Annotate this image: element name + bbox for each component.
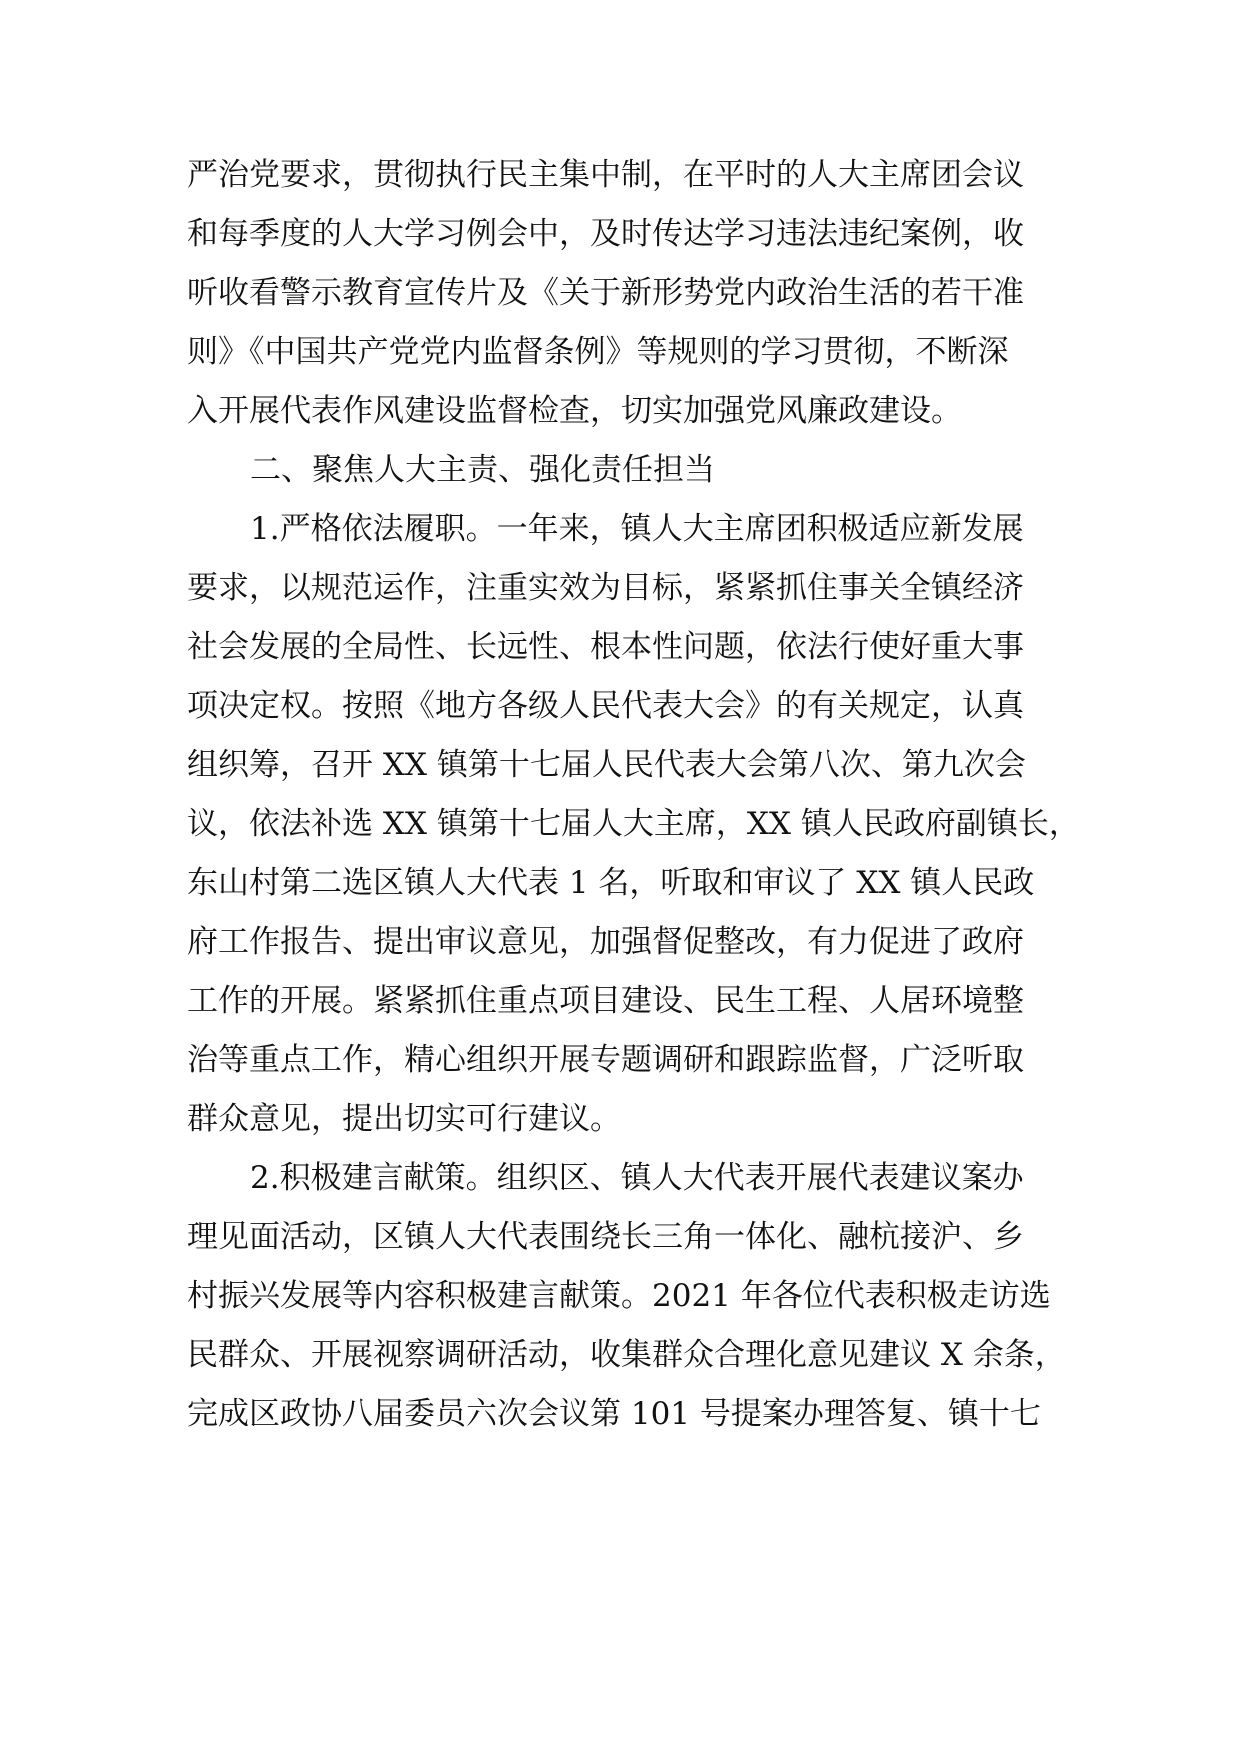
body-text-line: 听收看警示教育宣传片及《关于新形势党内政治生活的若干准 (187, 275, 1024, 311)
body-text-line: 项决定权。按照《地方各级人民代表大会》的有关规定，认真 (187, 688, 1024, 724)
body-text-line: 组织筹，召开 XX 镇第十七届人民代表大会第八次、第九次会 (187, 747, 1026, 783)
body-text-line: 和每季度的人大学习例会中，及时传达学习违法违纪案例，收 (187, 216, 1024, 252)
body-text-line: 群众意见，提出切实可行建议。 (187, 1101, 621, 1137)
body-text-line: 府工作报告、提出审议意见，加强督促整改，有力促进了政府 (187, 924, 1024, 960)
body-text-line: 要求，以规范运作，注重实效为目标，紧紧抓住事关全镇经济 (187, 570, 1024, 606)
body-text-line: 2.积极建言献策。组织区、镇人大代表开展代表建议案办 (250, 1160, 1024, 1196)
body-text-line: 完成区政协八届委员六次会议第 101 号提案办理答复、镇十七 (187, 1396, 1041, 1432)
body-text-line: 社会发展的全局性、长远性、根本性问题，依法行使好重大事 (187, 629, 1024, 665)
body-text-line: 理见面活动，区镇人大代表围绕长三角一体化、融杭接沪、乡 (187, 1219, 1024, 1255)
body-text-line: 入开展代表作风建设监督检查，切实加强党风廉政建设。 (187, 393, 962, 429)
section-heading: 二、聚焦人大主责、强化责任担当 (250, 452, 715, 488)
body-text-line: 1.严格依法履职。一年来，镇人大主席团积极适应新发展 (250, 511, 1024, 547)
body-text-line: 村振兴发展等内容积极建言献策。2021 年各位代表积极走访选 (187, 1278, 1051, 1314)
body-text-line: 治等重点工作，精心组织开展专题调研和跟踪监督，广泛听取 (187, 1042, 1024, 1078)
body-text-line: 东山村第二选区镇人大代表 1 名，听取和审议了 XX 镇人民政 (187, 865, 1035, 901)
body-text-line: 议，依法补选 XX 镇第十七届人大主席，XX 镇人民政府副镇长， (187, 806, 1080, 842)
body-text-line: 则》《中国共产党党内监督条例》等规则的学习贯彻，不断深 (187, 334, 1009, 370)
body-text-line: 严治党要求，贯彻执行民主集中制，在平时的人大主席团会议 (187, 157, 1024, 193)
body-text-line: 工作的开展。紧紧抓住重点项目建设、民生工程、人居环境整 (187, 983, 1024, 1019)
body-text-line: 民群众、开展视察调研活动，收集群众合理化意见建议 X 余条， (187, 1337, 1066, 1373)
